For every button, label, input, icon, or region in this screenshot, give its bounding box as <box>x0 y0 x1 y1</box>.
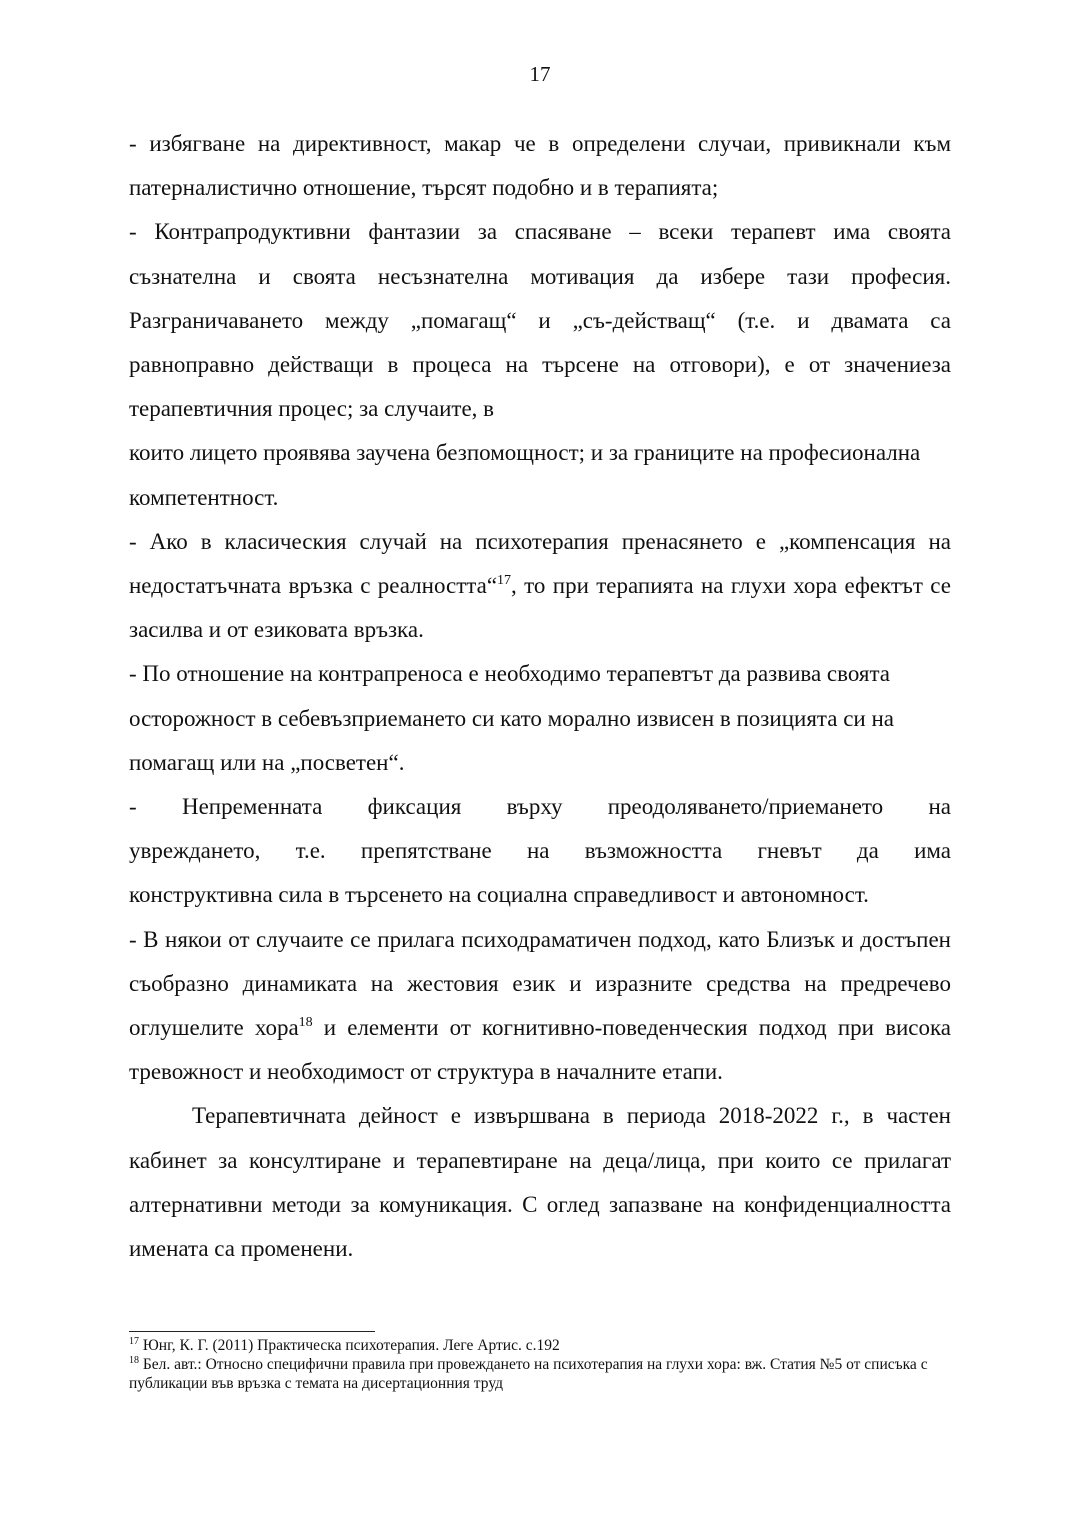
paragraph-fixation <box>129 785 951 918</box>
body-text <box>129 122 951 1271</box>
fixation-line-3: конструктивна сила в търсенето на социална справедливост и автономност. <box>129 882 869 908</box>
footnote-number: 17 <box>129 1336 139 1347</box>
fixation-line-1: - Непременната фиксация върху преодоляването/приемането на <box>129 794 951 820</box>
footnote-18 <box>129 1355 951 1393</box>
footnote-text: Бел. авт.: Относно специфични правила при провеждането на психотерапия на глухи хора: вж. Статия №5 от списъка с публикации във връзка с темата на дисертационния труд <box>129 1356 928 1392</box>
paragraph-psychodrama <box>129 918 951 1095</box>
paragraph-rescue-fantasies: - Контрапродуктивни фантазии за спасяване – всеки терапевт има своята съзнателна и своята несъзнателна мотивация да избере тази професия. Разграничаването между „помагащ“ и „съ-действащ“ (т.е. и двамата са равноправно действащи в процеса на търсене на отговори), е от значениеза терапевтичния процес; за случаите, в <box>129 219 951 422</box>
fixation-line-2: увреждането, т.е. препятстване на възможността гневът да има <box>129 838 951 864</box>
transference-text-end: , то при терапията на глухи хора ефектът се засилва и от езиковата връзка. <box>129 573 951 643</box>
footnote-ref-17[interactable]: 17 <box>497 573 512 589</box>
paragraph-directiveness: - избягване на директивност, макар че в определени случаи, привикнали към патерналистично отношение, търсят подобно и в терапията; <box>129 131 951 201</box>
footnotes <box>129 1336 951 1393</box>
footnote-ref-18[interactable]: 18 <box>298 1015 313 1031</box>
paragraph-countertransference: - По отношение на контрапреноса е необходимо терапевтът да развива своята осторожност в себевъзприемането си като морално извисен в позицията си на помагащ или на „посветен“. <box>129 661 894 775</box>
psychodrama-text-start: - В някои от случаите се прилага психодраматичен подход, като Близък и достъпен съобразно динамиката на жестовия език и изразните средства на предречево оглушелите хора <box>129 926 951 1041</box>
paragraph-learned-helplessness: които лицето проявява заучена безпомощност; и за границите на професионална компетентност. <box>129 440 921 510</box>
page-number: 17 <box>529 62 551 86</box>
footnote-17 <box>129 1336 951 1355</box>
footnote-text: Юнг, К. Г. (2011) Практическа психотерапия. Леге Артис. с.192 <box>142 1337 560 1354</box>
paragraph-therapy-period: Терапевтичната дейност е извършвана в периода 2018-2022 г., в частен кабинет за консултиране и терапевтиране на деца/лица, при които се прилагат алтернативни методи за комуникация. С оглед запазване на конфиденциалността имената са променени. <box>129 1103 951 1262</box>
transference-text-start: - Ако в класическия случай на психотерапия пренасянето е „компенсация на недостатъчната връзка с реалността“ <box>129 528 951 599</box>
footnote-separator <box>129 1331 375 1332</box>
psychodrama-text-end: и елементи от когнитивно-поведенческия подход при висока тревожност и необходимост от структура в началните етапи. <box>129 1015 951 1085</box>
footnote-number: 18 <box>129 1355 139 1366</box>
paragraph-transference <box>129 520 951 653</box>
